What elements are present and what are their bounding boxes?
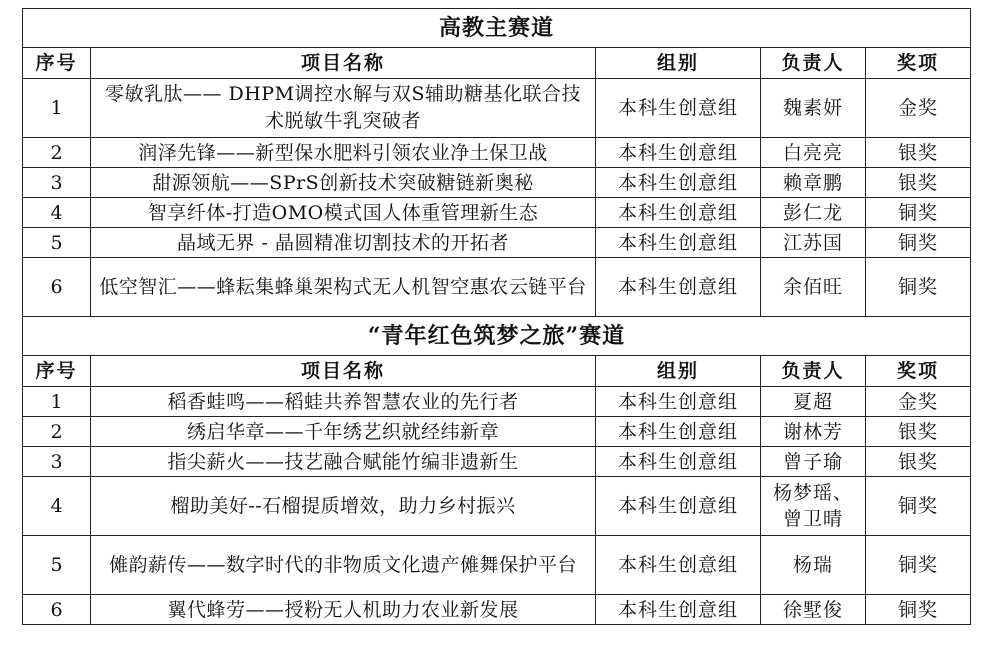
- group-cell: 本科生创意组: [596, 228, 761, 258]
- award-cell: 银奖: [866, 447, 971, 477]
- award-cell: 金奖: [866, 387, 971, 417]
- leader-cell: 江苏国: [761, 228, 866, 258]
- section-title: 高教主赛道: [23, 9, 971, 48]
- award-cell: 银奖: [866, 168, 971, 198]
- group-cell: 本科生创意组: [596, 138, 761, 168]
- award-cell: 银奖: [866, 138, 971, 168]
- row-index: 1: [23, 79, 91, 138]
- row-index: 5: [23, 228, 91, 258]
- group-cell: 本科生创意组: [596, 477, 761, 536]
- section-title-row: [23, 9, 971, 48]
- table-row: [23, 168, 971, 198]
- table-row: [23, 198, 971, 228]
- leader-cell: 夏超: [761, 387, 866, 417]
- section-title: “青年红色筑梦之旅”赛道: [23, 317, 971, 356]
- row-index: 2: [23, 417, 91, 447]
- awards-document: [22, 8, 970, 625]
- group-cell: 本科生创意组: [596, 387, 761, 417]
- section-title-row: [23, 317, 971, 356]
- group-cell: 本科生创意组: [596, 168, 761, 198]
- table-row: [23, 138, 971, 168]
- award-cell: 铜奖: [866, 536, 971, 595]
- group-cell: 本科生创意组: [596, 447, 761, 477]
- project-name: 翼代蜂劳——授粉无人机助力农业新发展: [91, 595, 596, 625]
- leader-cell: 谢林芳: [761, 417, 866, 447]
- header-award: 奖项: [866, 356, 971, 387]
- project-name: 智享纤体-打造OMO模式国人体重管理新生态: [91, 198, 596, 228]
- row-index: 4: [23, 477, 91, 536]
- group-cell: 本科生创意组: [596, 79, 761, 138]
- award-cell: 铜奖: [866, 198, 971, 228]
- table-row: [23, 258, 971, 317]
- table-row: [23, 417, 971, 447]
- project-name: 绣启华章——千年绣艺织就经纬新章: [91, 417, 596, 447]
- table-row: [23, 228, 971, 258]
- leader-cell: 彭仁龙: [761, 198, 866, 228]
- leader-cell: 杨梦瑶、曾卫晴: [761, 477, 866, 536]
- row-index: 5: [23, 536, 91, 595]
- row-index: 6: [23, 258, 91, 317]
- header-award: 奖项: [866, 48, 971, 79]
- award-cell: 铜奖: [866, 228, 971, 258]
- award-cell: 铜奖: [866, 477, 971, 536]
- leader-cell: 白亮亮: [761, 138, 866, 168]
- project-name: 指尖薪火——技艺融合赋能竹编非遗新生: [91, 447, 596, 477]
- table-row: [23, 79, 971, 138]
- row-index: 3: [23, 168, 91, 198]
- header-row: [23, 356, 971, 387]
- group-cell: 本科生创意组: [596, 417, 761, 447]
- project-name: 傩韵薪传——数字时代的非物质文化遗产傩舞保护平台: [91, 536, 596, 595]
- header-index: 序号: [23, 48, 91, 79]
- project-name: 榴助美好--石榴提质增效，助力乡村振兴: [91, 477, 596, 536]
- table-row: [23, 595, 971, 625]
- group-cell: 本科生创意组: [596, 536, 761, 595]
- row-index: 3: [23, 447, 91, 477]
- project-name: 晶域无界 - 晶圆精准切割技术的开拓者: [91, 228, 596, 258]
- project-name: 稻香蛙鸣——稻蛙共养智慧农业的先行者: [91, 387, 596, 417]
- header-leader: 负责人: [761, 356, 866, 387]
- row-index: 2: [23, 138, 91, 168]
- awards-table: [22, 8, 971, 625]
- row-index: 1: [23, 387, 91, 417]
- table-row: [23, 447, 971, 477]
- leader-cell: 赖章鹏: [761, 168, 866, 198]
- award-cell: 金奖: [866, 79, 971, 138]
- table-row: [23, 387, 971, 417]
- leader-cell: 杨瑞: [761, 536, 866, 595]
- award-cell: 银奖: [866, 417, 971, 447]
- table-row: [23, 536, 971, 595]
- leader-cell: 曾子瑜: [761, 447, 866, 477]
- header-group: 组别: [596, 48, 761, 79]
- leader-cell: 余佰旺: [761, 258, 866, 317]
- header-group: 组别: [596, 356, 761, 387]
- header-project-name: 项目名称: [91, 48, 596, 79]
- leader-cell: 魏素妍: [761, 79, 866, 138]
- row-index: 4: [23, 198, 91, 228]
- project-name: 低空智汇——蜂耘集蜂巢架构式无人机智空惠农云链平台: [91, 258, 596, 317]
- header-row: [23, 48, 971, 79]
- group-cell: 本科生创意组: [596, 595, 761, 625]
- row-index: 6: [23, 595, 91, 625]
- group-cell: 本科生创意组: [596, 198, 761, 228]
- project-name: 零敏乳肽—— DHPM调控水解与双S辅助糖基化联合技术脱敏牛乳突破者: [91, 79, 596, 138]
- award-cell: 铜奖: [866, 258, 971, 317]
- header-project-name: 项目名称: [91, 356, 596, 387]
- table-row: [23, 477, 971, 536]
- leader-cell: 徐墅俊: [761, 595, 866, 625]
- header-index: 序号: [23, 356, 91, 387]
- award-cell: 铜奖: [866, 595, 971, 625]
- header-leader: 负责人: [761, 48, 866, 79]
- project-name: 甜源领航——SPrS创新技术突破糖链新奥秘: [91, 168, 596, 198]
- group-cell: 本科生创意组: [596, 258, 761, 317]
- project-name: 润泽先锋——新型保水肥料引领农业净土保卫战: [91, 138, 596, 168]
